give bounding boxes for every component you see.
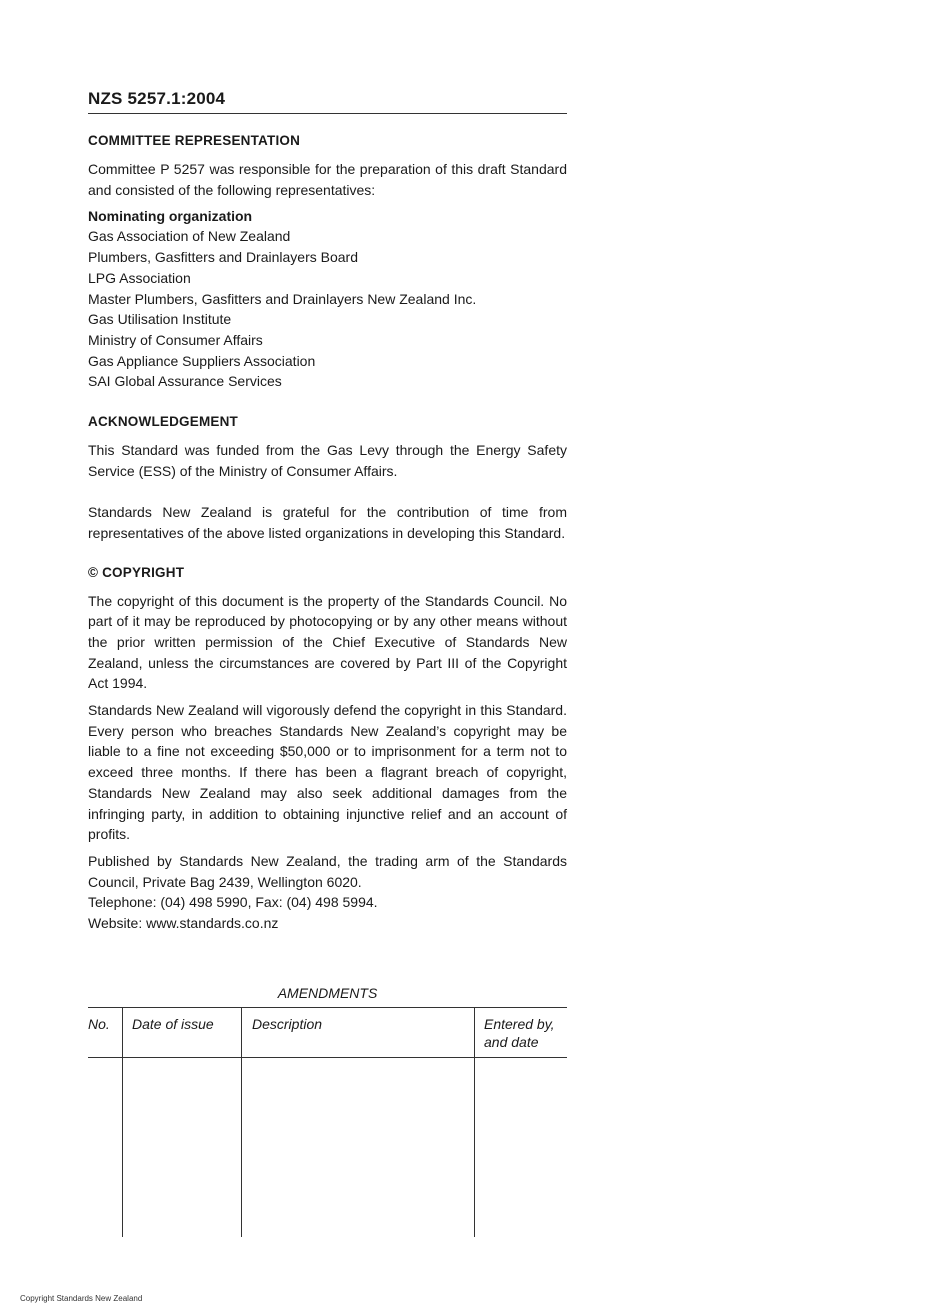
- amendments-header-row: [88, 1008, 567, 1058]
- committee-intro: Committee P 5257 was responsible for the preparation of this draft Standard and consisted of the following representatives:: [88, 161, 567, 198]
- organization-item: Gas Association of New Zealand: [88, 228, 291, 245]
- empty-cell: [242, 1058, 475, 1238]
- document-body: [88, 88, 567, 934]
- column-header-date-of-issue: Date of issue: [123, 1008, 242, 1058]
- document-id: NZS 5257.1:2004: [88, 88, 567, 114]
- copyright-paragraph-2: Standards New Zealand will vigorously defend the copyright in this Standard. Every person who breaches Standards New Zealand’s copyright may be liable to a fine not exceeding $50,000 or to imprisonment for a term not to exceed three months. If there has been a flagrant breach of copyright, Standards New Zealand may also seek additional damages from the infringing party, in addition to obtaining injunctive relief and an account of profits.: [88, 702, 567, 843]
- organization-item: Gas Utilisation Institute: [88, 311, 232, 328]
- organization-item: Gas Appliance Suppliers Association: [88, 352, 316, 369]
- committee-heading: COMMITTEE REPRESENTATION: [88, 133, 301, 148]
- empty-cell: [123, 1058, 242, 1238]
- organization-item: Ministry of Consumer Affairs: [88, 331, 263, 348]
- organization-list: [88, 226, 567, 392]
- column-header-entered-by: Entered by, and date: [475, 1008, 568, 1058]
- organization-item: Plumbers, Gasfitters and Drainlayers Board: [88, 249, 358, 266]
- column-header-no: No.: [88, 1008, 123, 1058]
- contact-website: Website: www.standards.co.nz: [88, 915, 279, 932]
- acknowledgement-heading: ACKNOWLEDGEMENT: [88, 414, 238, 430]
- acknowledgement-paragraph-1: This Standard was funded from the Gas Levy through the Energy Safety Service (ESS) of the Ministry of Consumer Affairs.: [88, 442, 567, 479]
- table-row: [88, 1058, 567, 1238]
- nominating-organization-subheading: Nominating organization: [88, 208, 253, 225]
- footer-copyright: Copyright Standards New Zealand: [20, 1294, 143, 1303]
- organization-item: SAI Global Assurance Services: [88, 373, 282, 390]
- empty-cell: [475, 1058, 568, 1238]
- copyright-paragraph-1: The copyright of this document is the property of the Standards Council. No part of it may be reproduced by photocopying or by any other means without the prior written permission of the Chief Executive of Standards New Zealand, unless the circumstances are covered by Part III of the Copyright Act 1994.: [88, 592, 567, 692]
- empty-cell: [88, 1058, 123, 1238]
- amendments-table: [88, 1007, 567, 1237]
- publisher-statement: Published by Standards New Zealand, the trading arm of the Standards Council, Private Bag 2439, Wellington 6020.: [88, 852, 567, 890]
- amendments-title: AMENDMENTS: [277, 985, 378, 1001]
- copyright-heading: © COPYRIGHT: [88, 564, 185, 580]
- organization-item: Master Plumbers, Gasfitters and Drainlayers New Zealand Inc.: [88, 290, 477, 307]
- column-header-description: Description: [242, 1008, 475, 1058]
- organization-item: LPG Association: [88, 269, 191, 286]
- contact-telephone: Telephone: (04) 498 5990, Fax: (04) 498 5994.: [88, 894, 378, 911]
- acknowledgement-paragraph-2: Standards New Zealand is grateful for the contribution of time from representatives of the above listed organizations in developing this Standard.: [88, 504, 567, 541]
